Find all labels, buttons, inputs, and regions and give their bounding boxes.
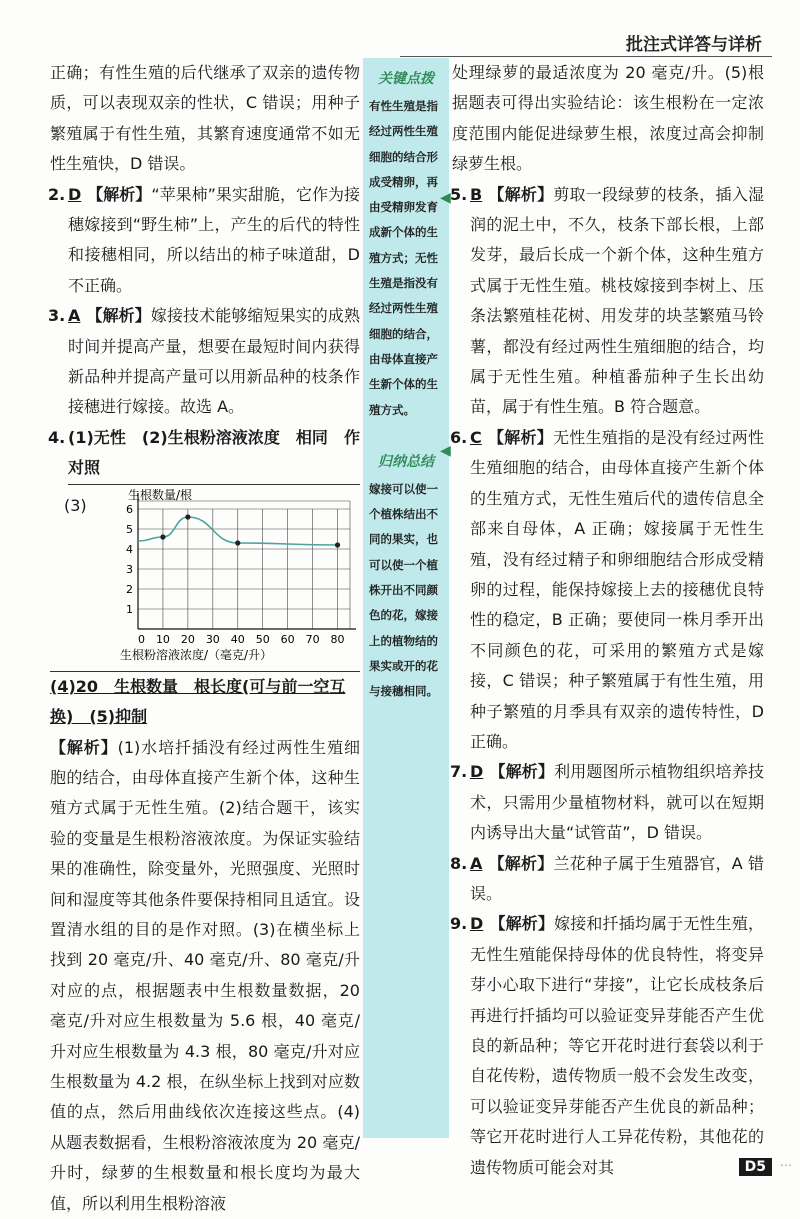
chart-area	[50, 489, 360, 669]
x-tick-label: 60	[281, 633, 295, 646]
y-tick-label: 6	[126, 503, 133, 516]
q3-tag: 【解析】	[86, 306, 150, 325]
q3-answer: A	[68, 306, 80, 325]
header-rule	[400, 56, 772, 57]
q8-answer: A	[470, 854, 482, 873]
q7-text: 利用题图所示植物组织培养技术，只需用少量植物材料，就可以在短期内诱导出大量“试管苗”，D 错误。	[470, 762, 764, 842]
q4-line2: (4)20 生根数量 根长度(可与前一空互	[50, 671, 360, 702]
x-tick-label: 20	[181, 633, 195, 646]
question-9	[470, 909, 764, 1183]
q7-number: 7.	[450, 757, 470, 787]
q5-answer: B	[470, 185, 482, 204]
arrow-icon: ◀	[440, 190, 451, 206]
question-7	[470, 757, 764, 848]
x-tick-label: 40	[231, 633, 245, 646]
q9-answer: D	[470, 914, 483, 933]
question-5	[470, 180, 764, 423]
q2-number: 2.	[48, 180, 68, 210]
annotation-sidebar	[363, 58, 449, 1138]
y-tick-label: 2	[126, 583, 133, 596]
q4-tag: 【解析】	[50, 738, 118, 757]
y-tick-label: 4	[126, 543, 133, 556]
question-2	[68, 180, 360, 302]
sidebar-text-summary: 嫁接可以使一个植株结出不同的果实，也可以使一个植株开出不同颜色的花，嫁接上的植物结的果实或开的花与接穗相同。	[363, 477, 449, 705]
right-column	[452, 58, 764, 1183]
q7-answer: D	[470, 762, 483, 781]
q3-text: 嫁接技术能够缩短果实的成熟时间并提高产量，想要在最短时间内获得新品种并提高产量可以用新品种的枝条作接穗进行嫁接。故选 A。	[68, 306, 360, 416]
q4-continuation: 处理绿萝的最适浓度为 20 毫克/升。(5)根据题表可得出实验结论：该生根粉在一定浓度范围内能促进绿萝生根，浓度过高会抑制绿萝生根。	[452, 58, 764, 180]
data-point	[335, 542, 340, 547]
q8-number: 8.	[450, 849, 470, 879]
sidebar-title-summary: 归纳总结	[363, 451, 449, 471]
question-6	[470, 423, 764, 757]
q4-text: (1)水培扦插没有经过两性生殖细胞的结合，由母体直接产生新个体，这种生殖方式属于无性生殖。(2)结合题干，该实验的变量是生根粉溶液浓度。为保证实验结果的准确性，除变量外，光照强度、光照时间和湿度等其他条件要保持相同且适宜。设置清水组的目的是作对照。(3)在横坐标上找到 20 毫克/升、40 毫克/升、80 毫克/升对应的点，根据题表中生根数量数据，20 毫克/升对应生根数量为 5.6 根，40 毫克/升对应生根数量为 4.3 根，80 毫克/升对应生根数量为 4.2 根，在纵坐标上找到对应数值的点，然后用曲线依次连接这些点。(4)从题表数据看，生根粉溶液浓度为 20 毫克/升时，绿萝的生根数量和根长度均为最大值，所以利用生根粉溶液	[50, 738, 360, 1213]
q7-tag: 【解析】	[489, 762, 554, 781]
q6-text: 无性生殖指的是没有经过两性生殖细胞的结合，由母体直接产生新个体的生殖方式，无性生殖后代的遗传信息全部来自母体，A 正确；嫁接属于无性生殖，没有经过精子和卵细胞结合形成受精卵的过程，能保持嫁接上去的接穗优良特性的稳定，B 正确；要使同一株月季开出不同颜色的花，可采用的繁殖方式是嫁接，C 错误；种子繁殖属于有性生殖，用种子繁殖的月季具有双亲的遗传特性，D 正确。	[470, 428, 764, 751]
q9-number: 9.	[450, 909, 470, 939]
corner-dots: ⋯	[780, 1158, 792, 1172]
q6-number: 6.	[450, 423, 470, 453]
data-point	[235, 540, 240, 545]
q5-number: 5.	[450, 180, 470, 210]
y-axis-title: 生根数量/根	[128, 489, 192, 502]
q4-number: 4.	[48, 423, 68, 453]
q4-line1: (1)无性 (2)生根粉溶液浓度 相同 作对照	[68, 428, 360, 477]
page-header-title: 批注式详答与详析	[626, 30, 762, 55]
x-tick-label: 0	[138, 633, 145, 646]
q2-tag: 【解析】	[87, 185, 151, 204]
x-tick-label: 50	[256, 633, 270, 646]
data-point	[185, 514, 190, 519]
q4-explanation	[50, 733, 360, 1219]
data-point	[160, 534, 165, 539]
page-number: D5	[739, 1158, 772, 1176]
q2-text: “苹果柿”果实甜脆，它作为接穗嫁接到“野生柿”上，产生的后代的特性和接穗相同，所以结出的柿子味道甜，D 不正确。	[68, 185, 360, 295]
q8-tag: 【解析】	[488, 854, 553, 873]
q6-answer: C	[470, 428, 482, 447]
question-8	[470, 849, 764, 910]
q9-tag: 【解析】	[489, 914, 554, 933]
q4-line3: 换) (5)抑制	[50, 702, 360, 732]
sidebar-title-key-points: 关键点拨	[363, 68, 449, 88]
x-tick-label: 80	[331, 633, 345, 646]
y-tick-label: 1	[126, 603, 133, 616]
q5-text: 剪取一段绿萝的枝条，插入湿润的泥土中，不久，枝条下部长根，上部发芽，最后长成一个新个体，这种生殖方式属于无性生殖。桃枝嫁接到李树上、压条法繁殖桂花树、用发芽的块茎繁殖马铃薯，都没有经过两性生殖细胞的结合，均属于无性生殖。种植番茄种子生长出幼苗，属于有性生殖。B 符合题意。	[470, 185, 764, 417]
q5-tag: 【解析】	[488, 185, 553, 204]
q1-continuation: 正确；有性生殖的后代继承了双亲的遗传物质，可以表现双亲的性状，C 错误；用种子繁殖属于有性生殖，其繁育速度通常不如无性生殖快，D 错误。	[50, 58, 360, 180]
arrow-icon: ◀	[440, 443, 451, 459]
x-axis-title: 生根粉溶液浓度/（毫克/升）	[120, 647, 272, 662]
question-3	[68, 301, 360, 423]
x-tick-label: 10	[156, 633, 170, 646]
y-tick-label: 5	[126, 523, 133, 536]
left-column	[50, 58, 360, 1219]
q4-part3-label: (3)	[64, 491, 87, 521]
question-4-line1	[68, 423, 360, 485]
q8-text: 兰花种子属于生殖器官，A 错误。	[470, 854, 764, 903]
y-tick-label: 3	[126, 563, 133, 576]
q6-tag: 【解析】	[488, 428, 553, 447]
root-count-chart	[50, 489, 360, 669]
q2-answer: D	[68, 185, 81, 204]
q3-number: 3.	[48, 301, 68, 331]
x-tick-label: 30	[206, 633, 220, 646]
q9-text: 嫁接和扦插均属于无性生殖，无性生殖能保持母体的优良特性，将变异芽小心取下进行“芽接”，让它长成枝条后再进行扦插均可以验证变异芽能否产生优良的新品种；等它开花时进行套袋以利于自花传粉，遗传物质一般不会发生改变，可以验证变异芽能否产生优良的新品种；等它开花时进行人工异花传粉，其他花的遗传物质可能会对其	[470, 914, 764, 1176]
sidebar-text-key-points: 有性生殖是指经过两性生殖细胞的结合形成受精卵，再由受精卵发育成新个体的生殖方式；无性生殖是指没有经过两性生殖细胞的结合，由母体直接产生新个体的生殖方式。	[363, 94, 449, 423]
x-tick-label: 70	[306, 633, 320, 646]
